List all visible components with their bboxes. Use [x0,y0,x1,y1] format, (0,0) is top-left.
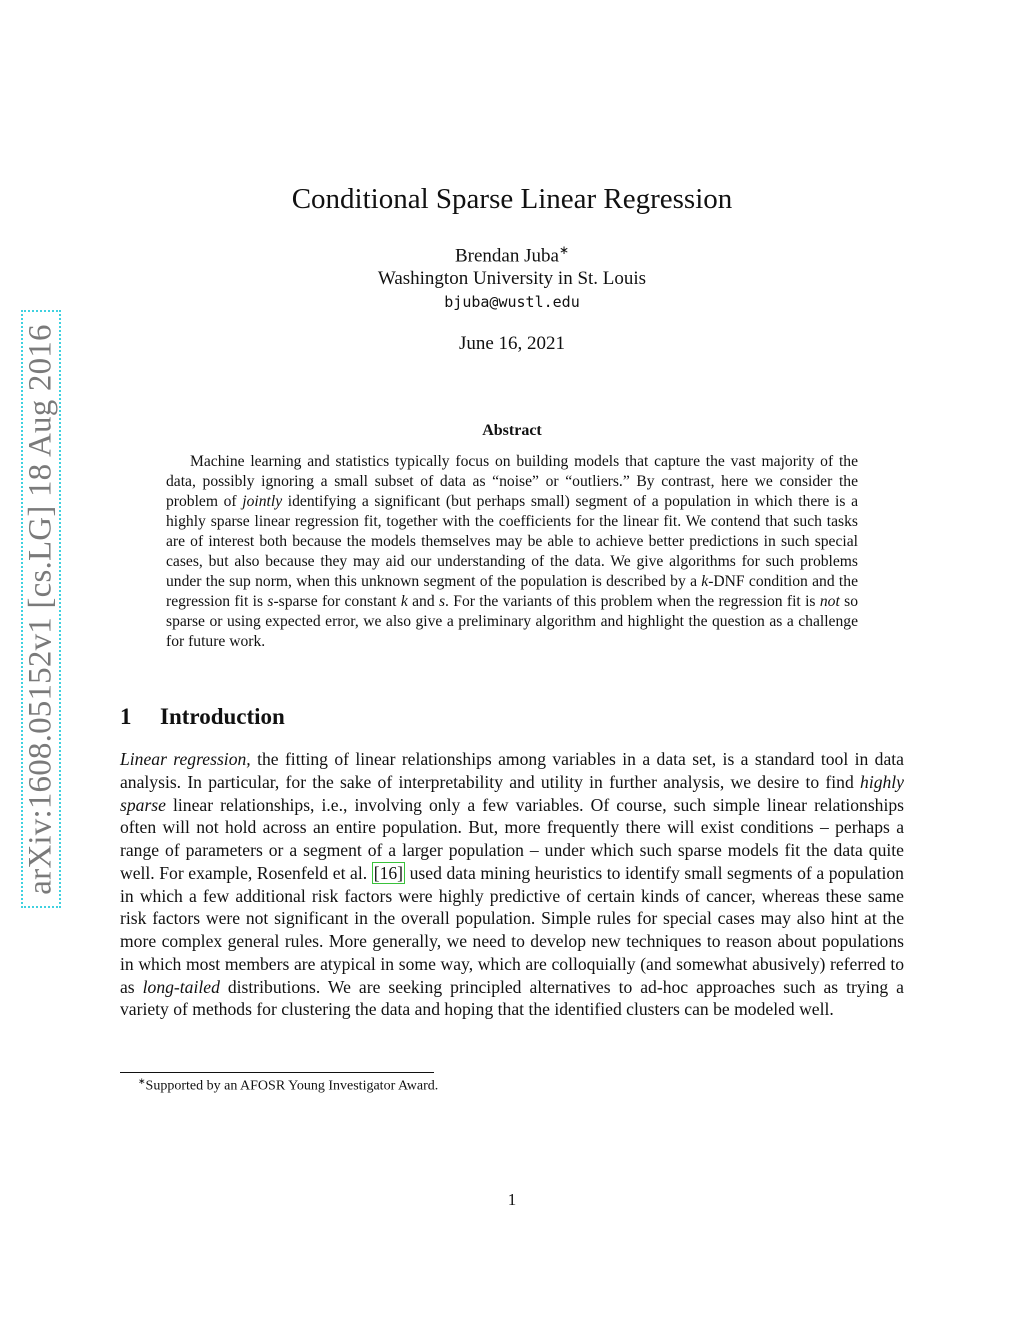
abstract-seg: so sparse or using expected error, we also give a preliminary algorithm and highlight the question as a challenge for future work. [166,593,859,650]
abstract-seg: -DNF condition and the regression fit is [166,573,858,610]
intro-seg: linear relationships, i.e., involving only a few variables. Of course, such simple linear relationships often will not hold across an entire population. But, more frequently there will exist conditions – perhaps a range of parameters or a segment of a larger population – under which such sparse models fit the data quite well. For example, Rosenfeld et al. [120,794,904,883]
abstract-emph: k [701,573,709,590]
abstract-emph: jointly [242,493,283,510]
abstract-seg: . For the variants of this problem when the regression fit is [445,593,820,610]
intro-seg: used data mining heuristics to identify small segments of a population in which a few additional risk factors were highly predictive of certain kinds of cancer, whereas these same risk factors were not significant in the overall population. Simple rules for special cases may also hint at the more complex general rules. More generally, we need to develop new techniques to reason about populations in which most members are atypical in some way, which are colloquially (and somewhat abusively) referred to as [120,862,904,997]
footnote [138,1076,438,1095]
intro-emph: Linear regression, [120,749,251,769]
author-name: Brendan Juba [454,245,559,267]
abstract-emph: s [267,593,274,610]
footnote-text: Supported by an AFOSR Young Investigator Award. [145,1078,439,1094]
abstract-emph: not [819,593,840,610]
section-heading [120,704,285,730]
intro-emph: highly sparse [120,771,904,815]
paper-title: Conditional Sparse Linear Regression [291,183,733,215]
abstract-seg: Machine learning and statistics typically focus on building models that capture the vast majority of the data, possibly ignoring a small subset of data as “noise” or “outliers.” By contrast, here we consider the problem of [166,453,858,510]
affiliation: Washington University in St. Louis [377,268,647,289]
abstract-text [166,452,858,652]
footnote-divider [120,1072,434,1073]
abstract-emph: s [438,593,446,610]
intro-seg: the fitting of linear relationships among variables in a data set, is a standard tool in data analysis. In particular, for the sake of interpretability and utility in further analysis, we desire to find [120,749,904,792]
arxiv-stamp [21,310,61,908]
author-footnote-mark: ∗ [558,243,569,257]
author-email: bjuba@wustl.edu [444,293,580,311]
arxiv-id: arXiv:1608.05152v1 [cs.LG] 18 Aug 2016 [22,323,59,895]
intro-emph: long-tailed [142,976,220,997]
intro-paragraph [120,748,904,1021]
paper-date: June 16, 2021 [458,333,566,354]
page-number: 1 [507,1190,517,1209]
citation-link[interactable]: [16] [373,862,404,883]
section-number: 1 [120,704,132,729]
abstract-seg: identifying a significant (but perhaps small) segment of a population in which there is a highly sparse linear regression fit, together with the coefficients for the linear fit. We contend that such tasks are of interest both because the models themselves may be able to achieve better predictions in such special cases, but also because they may aid our understanding of the data. We give algorithms for such problems under the sup norm, when this unknown segment of the population is described by a [166,493,858,590]
intro-seg: distributions. We are seeking principled alternatives to ad-hoc approaches such as trying a variety of methods for clustering the data and hoping that the identified clusters can be modeled well. [120,976,904,1020]
abstract-emph: k [400,593,408,610]
footnote-mark: ∗ [138,1076,146,1086]
abstract-heading: Abstract [482,422,542,439]
author [0,243,1024,267]
section-title: Introduction [160,704,285,729]
abstract-seg: and [407,593,439,610]
abstract-seg: -sparse for constant [273,593,401,610]
